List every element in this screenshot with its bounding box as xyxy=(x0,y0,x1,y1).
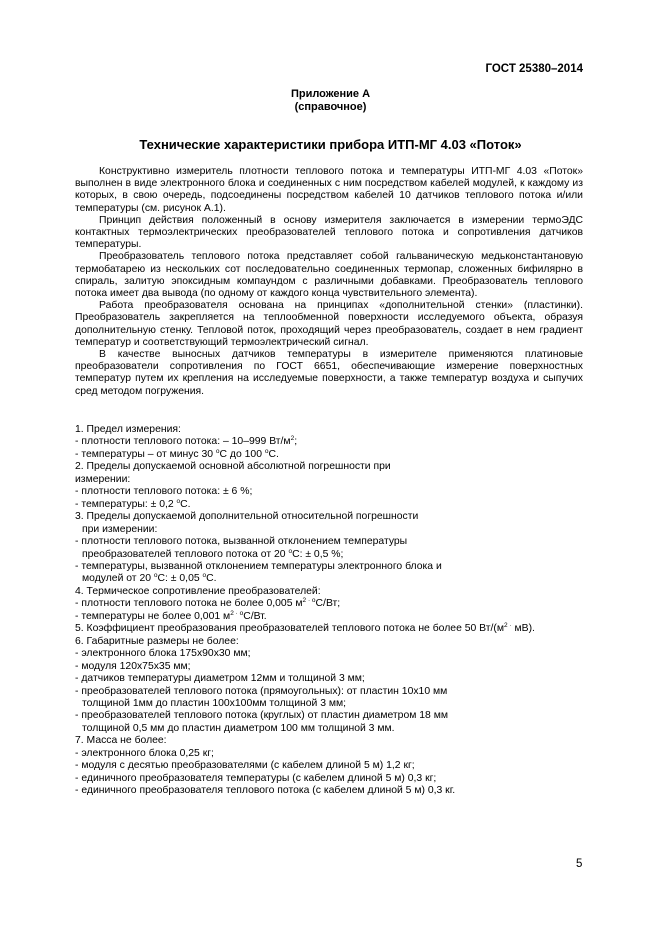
appendix-label: Приложение А xyxy=(290,88,371,100)
spec-line: толщиной 0,5 мм до пластин диаметром 100 мм толщиной 3 мм. xyxy=(82,722,395,734)
spec-line: 5. Коэффициент преобразования преобразователей теплового потока не более 50 $Вт/(м^{2 \cdot}$ мВ). xyxy=(75,622,535,635)
spec-line: 4. Термическое сопротивление преобразователей: xyxy=(75,585,321,597)
spec-line: - температуры не более 0,001 $м^{2 \cdot о}С/Вт$. xyxy=(75,609,267,622)
spec-line: - плотности теплового потока, вызванной отклонением температуры xyxy=(75,536,408,548)
spec-line: - модуля 120x75x35 мм; xyxy=(75,660,191,672)
page-number: 5 xyxy=(576,858,583,870)
paragraph: В качестве выносных датчиков температуры в измерителе применяются платиновые преобразователи сопротивления по ГОСТ 6651, обеспечивающие измерение поверхностных температур путем их крепления на исследуемые поверхности, а также температур воздуха и сыпучих сред методом погружения. xyxy=(75,349,583,397)
spec-line: толщиной 1мм до пластин 100x100мм толщиной 3 мм; xyxy=(82,697,347,709)
spec-line: - преобразователей теплового потока (прямоугольных): от пластин 10x10 мм xyxy=(75,685,448,697)
spec-line: - датчиков температуры диаметром 12мм и толщиной 3 мм; xyxy=(75,673,365,685)
specifications-list xyxy=(75,424,595,798)
standard-header: ГОСТ 25380–2014 xyxy=(485,63,583,75)
spec-line: - температуры: ± 0,2 $^о$С. xyxy=(75,497,191,510)
spec-line: - температуры, вызванной отклонением температуры электронного блока и xyxy=(75,560,442,572)
spec-line: - единичного преобразователя температуры (с кабелем длиной 5 м) 0,3 кг; xyxy=(75,772,437,784)
appendix-note: (справочное) xyxy=(294,101,367,113)
spec-line: - температуры – от минус 30 $^о$С до 100 $^о$С. xyxy=(75,447,279,460)
spec-line: - преобразователей теплового потока (круглых) от пластин диаметром 18 мм xyxy=(75,710,448,722)
spec-line: преобразователей теплового потока от 20 $^о$С: ± 0,5 %; xyxy=(82,547,344,560)
page-title: Технические характеристики прибора ИТП-МГ 4.03 «Поток» xyxy=(139,137,522,152)
spec-line: - плотности теплового потока: – 10–999 $Вт/м^2$; xyxy=(75,435,298,448)
description-text xyxy=(75,166,583,398)
spec-line: 7. Масса не более: xyxy=(75,735,167,747)
spec-line: - электронного блока 175x90x30 мм; xyxy=(75,648,251,660)
spec-line: 6. Габаритные размеры не более: xyxy=(75,635,239,647)
spec-line: 3. Пределы допускаемой дополнительной относительной погрешности xyxy=(75,511,419,523)
paragraph: Конструктивно измеритель плотности теплового потока и температуры ИТП-МГ 4.03 «Поток» выполнен в виде электронного блока и соединенных с ним посредством кабелей модулей, к каждому из которых, в свою очередь, подсоединены посредством кабелей 10 датчиков теплового потока и/или температуры (см. рисунок А.1). xyxy=(75,166,583,214)
spec-line: измерении: xyxy=(75,473,131,485)
paragraph: Преобразователь теплового потока представляет собой гальваническую медьконстантановую термобатарею из нескольких сот последовательно соединенных термопар, сложенных бифилярно в спираль, залитую эпоксидным компаундом с различными добавками. Преобразователь теплового потока имеет два вывода (по одному от каждого конца чувствительного элемента). xyxy=(75,251,583,300)
paragraph: Работа преобразователя основана на принципах «дополнительной стенки» (пластинки). Преобразователь закрепляется на теплообменной поверхности исследуемого объекта, образуя дополнительную стенку. Тепловой поток, проходящий через преобразователь, создает в нем градиент температур и соответствующий термоэлектрический сигнал. xyxy=(75,300,583,348)
spec-line: - плотности теплового потока: ± 6 %; xyxy=(75,486,253,498)
spec-line: при измерении: xyxy=(82,523,158,535)
spec-line: - электронного блока 0,25 кг; xyxy=(75,747,214,759)
appendix-heading xyxy=(0,88,661,114)
spec-line: - плотности теплового потока не более 0,005 $м^{2 \cdot о}С/Вт$; xyxy=(75,597,341,610)
spec-line: модулей от 20 $^о$С: ± 0,05 $^о$С. xyxy=(82,572,217,585)
spec-line: 1. Предел измерения: xyxy=(75,424,181,435)
spec-line: 2. Пределы допускаемой основной абсолютной погрешности при xyxy=(75,461,391,473)
spec-line: - модуля с десятью преобразователями (с кабелем длиной 5 м) 1,2 кг; xyxy=(75,760,415,772)
paragraph: Принцип действия положенный в основу измерителя заключается в измерении термоЭДС контактных термоэлектрических преобразователей теплового потока и сопротивления датчиков температуры. xyxy=(75,214,583,251)
spec-line: - единичного преобразователя теплового потока (с кабелем длиной 5 м) 0,3 кг. xyxy=(75,785,456,797)
